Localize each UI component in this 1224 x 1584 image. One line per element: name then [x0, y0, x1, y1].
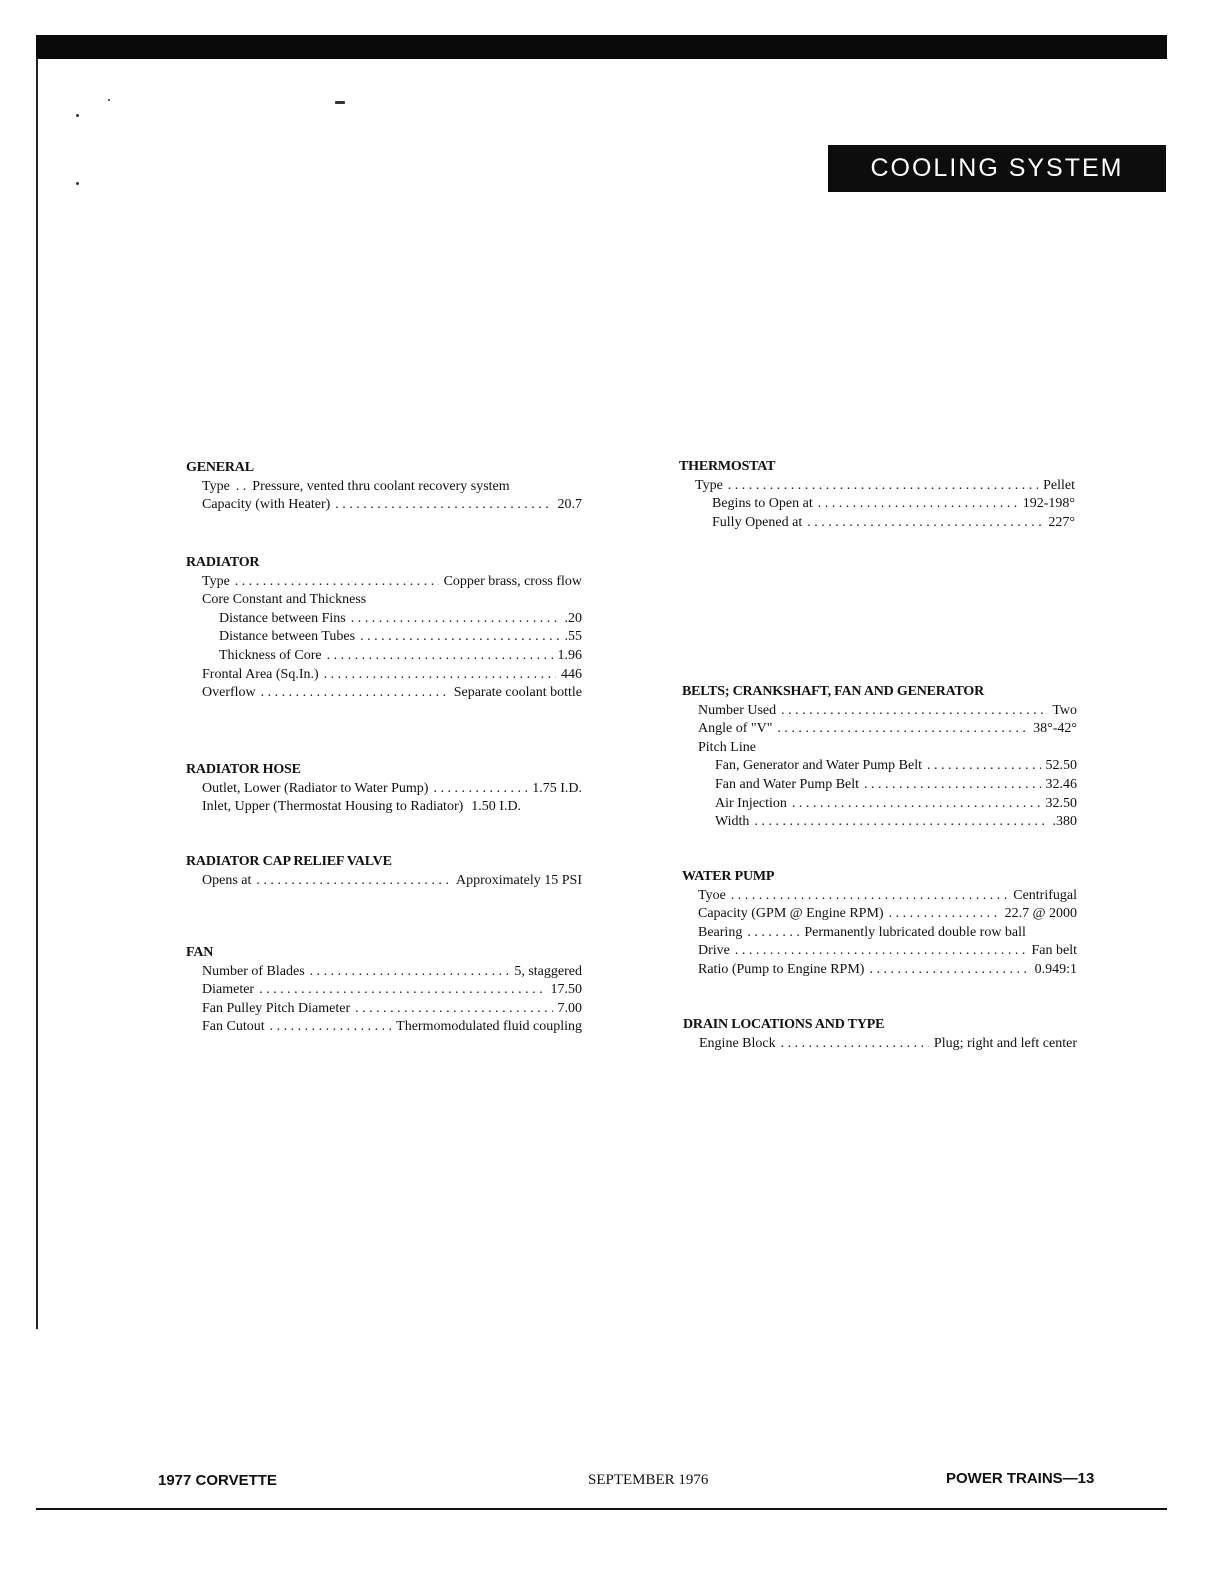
spec-label: Angle of "V" — [698, 721, 773, 737]
spec-row — [186, 610, 582, 629]
spec-value: .380 — [1052, 814, 1077, 830]
spec-label: Frontal Area (Sq.In.) — [202, 666, 319, 682]
spec-row — [682, 813, 1077, 832]
spec-label: Tyoe — [698, 887, 726, 903]
spec-row — [186, 647, 582, 666]
leader-dots — [355, 1000, 552, 1019]
spec-label: Core Constant and Thickness — [202, 592, 367, 608]
leader-dots — [781, 1035, 929, 1054]
spec-label: Pitch Line — [698, 739, 756, 755]
spec-value: Thermomodulated fluid coupling — [396, 1019, 582, 1035]
water-pump-section — [682, 868, 1077, 980]
spec-row — [186, 1000, 582, 1019]
spec-row — [682, 720, 1077, 739]
spec-label: Ratio (Pump to Engine RPM) — [698, 961, 865, 977]
section-title-banner: COOLING SYSTEM — [828, 145, 1166, 192]
leader-dots — [259, 981, 545, 1000]
spec-row — [186, 798, 582, 817]
spec-row — [682, 795, 1077, 814]
spec-row — [682, 757, 1077, 776]
leader-dots — [781, 702, 1047, 721]
radiator-section — [186, 554, 582, 703]
spec-value: Permanently lubricated double row ball — [804, 924, 1026, 940]
spec-row — [679, 477, 1075, 496]
section-heading: THERMOSTAT — [679, 459, 776, 474]
spec-row — [186, 496, 582, 515]
section-heading: FAN — [186, 945, 214, 960]
spec-value: Separate coolant bottle — [453, 685, 582, 701]
spec-label: Distance between Fins — [219, 610, 346, 626]
spec-value: 52.50 — [1045, 758, 1077, 774]
spec-value: .20 — [564, 610, 582, 626]
spec-value: 32.46 — [1045, 776, 1077, 792]
spec-label: Overflow — [202, 685, 256, 701]
left-margin-rule — [36, 59, 38, 1329]
spec-row — [682, 776, 1077, 795]
radiator-cap-section — [186, 853, 582, 890]
spec-label: Fully Opened at — [712, 514, 803, 530]
leader-dots — [310, 963, 510, 982]
leader-dots — [807, 514, 1043, 533]
spec-row — [186, 1018, 582, 1037]
leader-dots — [261, 684, 449, 703]
leader-dots — [889, 905, 1000, 924]
spec-value: Copper brass, cross flow — [443, 573, 582, 589]
spec-value: 22.7 @ 2000 — [1004, 906, 1077, 922]
leader-dots — [735, 942, 1027, 961]
spec-label: Drive — [698, 943, 730, 959]
spec-value: .55 — [564, 629, 582, 645]
spec-row — [682, 702, 1077, 721]
leader-dots — [360, 628, 559, 647]
spec-label: Capacity (with Heater) — [202, 497, 331, 513]
spec-label: Number of Blades — [202, 963, 305, 979]
section-heading: WATER PUMP — [682, 869, 775, 884]
spec-label: Number Used — [698, 702, 777, 718]
thermostat-section — [679, 458, 1075, 532]
spec-value: 227° — [1048, 514, 1075, 530]
footer-date: SEPTEMBER 1976 — [588, 1472, 709, 1488]
leader-dots — [351, 610, 560, 629]
spec-value: 20.7 — [557, 497, 582, 513]
spec-label: Type — [202, 573, 230, 589]
spec-row — [186, 573, 582, 592]
spec-row — [186, 780, 582, 799]
top-border-bar — [36, 35, 1167, 59]
leader-dots: . . — [235, 478, 247, 494]
leader-dots — [433, 780, 527, 799]
leader-dots — [324, 666, 556, 685]
spec-row — [186, 963, 582, 982]
spec-value: Approximately 15 PSI — [456, 872, 582, 888]
leader-dots — [270, 1018, 392, 1037]
scan-speck — [76, 114, 79, 117]
spec-row — [682, 942, 1077, 961]
leader-dots — [731, 887, 1008, 906]
spec-row — [679, 495, 1075, 514]
spec-row — [683, 1035, 1077, 1054]
spec-row — [186, 666, 582, 685]
spec-value: Centrifugal — [1013, 887, 1077, 903]
belts-section — [682, 683, 1077, 832]
spec-label: Fan Pulley Pitch Diameter — [202, 1000, 351, 1016]
spec-value: 0.949:1 — [1034, 961, 1077, 977]
spec-label: Engine Block — [699, 1035, 776, 1051]
spec-row — [682, 739, 1077, 758]
scan-speck — [335, 101, 345, 104]
spec-value: Two — [1052, 702, 1077, 718]
spec-row — [682, 905, 1077, 924]
section-heading: GENERAL — [186, 460, 254, 475]
spec-label: Outlet, Lower (Radiator to Water Pump) — [202, 780, 429, 796]
general-section — [186, 459, 582, 515]
spec-label: Inlet, Upper (Thermostat Housing to Radiator) — [202, 799, 464, 815]
scan-speck — [76, 182, 79, 185]
footer-page-number: POWER TRAINS—13 — [946, 1470, 1095, 1487]
spec-label: Begins to Open at — [712, 496, 813, 512]
spec-value: 17.50 — [550, 982, 582, 998]
leader-dots — [792, 795, 1041, 814]
spec-value: Pressure, vented thru coolant recovery system — [252, 478, 510, 494]
spec-value: 192-198° — [1022, 496, 1075, 512]
leader-dots — [335, 496, 552, 515]
spec-label: Thickness of Core — [219, 647, 322, 663]
spec-value: 7.00 — [557, 1000, 582, 1016]
fan-section — [186, 944, 582, 1037]
spec-label: Fan and Water Pump Belt — [715, 776, 860, 792]
leader-dots — [864, 776, 1040, 795]
spec-label: Opens at — [202, 872, 252, 888]
spec-value: 32.50 — [1045, 795, 1077, 811]
spec-value: Pellet — [1043, 477, 1075, 493]
leader-dots — [728, 477, 1038, 496]
spec-value: 1.75 I.D. — [532, 780, 582, 796]
leader-dots — [754, 813, 1047, 832]
bottom-border-rule — [36, 1508, 1167, 1510]
spec-row — [186, 478, 582, 497]
spec-row — [186, 872, 582, 891]
section-heading: RADIATOR CAP RELIEF VALVE — [186, 854, 392, 869]
spec-value: 5, staggered — [514, 963, 582, 979]
spec-label: Fan, Generator and Water Pump Belt — [715, 758, 923, 774]
section-heading: BELTS; CRANKSHAFT, FAN AND GENERATOR — [682, 684, 985, 699]
spec-label: Air Injection — [715, 795, 787, 811]
spec-value: Plug; right and left center — [933, 1035, 1077, 1051]
scan-speck — [108, 99, 110, 101]
spec-row — [682, 924, 1077, 943]
leader-dots — [777, 720, 1028, 739]
spec-label: Type — [202, 478, 230, 494]
leader-dots — [869, 961, 1029, 980]
spec-value: 1.96 — [557, 647, 582, 663]
spec-row — [186, 591, 582, 610]
spec-label: Bearing — [698, 924, 743, 940]
radiator-hose-section — [186, 761, 582, 817]
spec-value: Fan belt — [1031, 943, 1077, 959]
leader-dots — [256, 872, 451, 891]
footer-model: 1977 CORVETTE — [158, 1472, 277, 1489]
spec-label: Type — [695, 477, 723, 493]
section-heading: RADIATOR — [186, 555, 260, 570]
spec-value: 38°-42° — [1033, 721, 1077, 737]
leader-dots — [327, 647, 553, 666]
leader-dots — [818, 495, 1018, 514]
spec-row — [682, 961, 1077, 980]
spec-label: Distance between Tubes — [219, 629, 356, 645]
spec-label: Width — [715, 814, 750, 830]
spec-label: Capacity (GPM @ Engine RPM) — [698, 906, 884, 922]
spec-row — [682, 887, 1077, 906]
spec-row — [186, 981, 582, 1000]
leader-dots — [927, 757, 1040, 776]
spec-row — [186, 628, 582, 647]
spec-row — [186, 684, 582, 703]
spec-label: Fan Cutout — [202, 1019, 265, 1035]
section-heading: DRAIN LOCATIONS AND TYPE — [683, 1017, 885, 1032]
spec-value: 446 — [561, 666, 582, 682]
spec-label: Diameter — [202, 982, 255, 998]
spec-row — [679, 514, 1075, 533]
drain-section — [683, 1016, 1077, 1053]
spec-value: 1.50 I.D. — [471, 799, 522, 815]
leader-dots — [747, 924, 799, 943]
leader-dots — [235, 573, 439, 592]
section-heading: RADIATOR HOSE — [186, 762, 301, 777]
